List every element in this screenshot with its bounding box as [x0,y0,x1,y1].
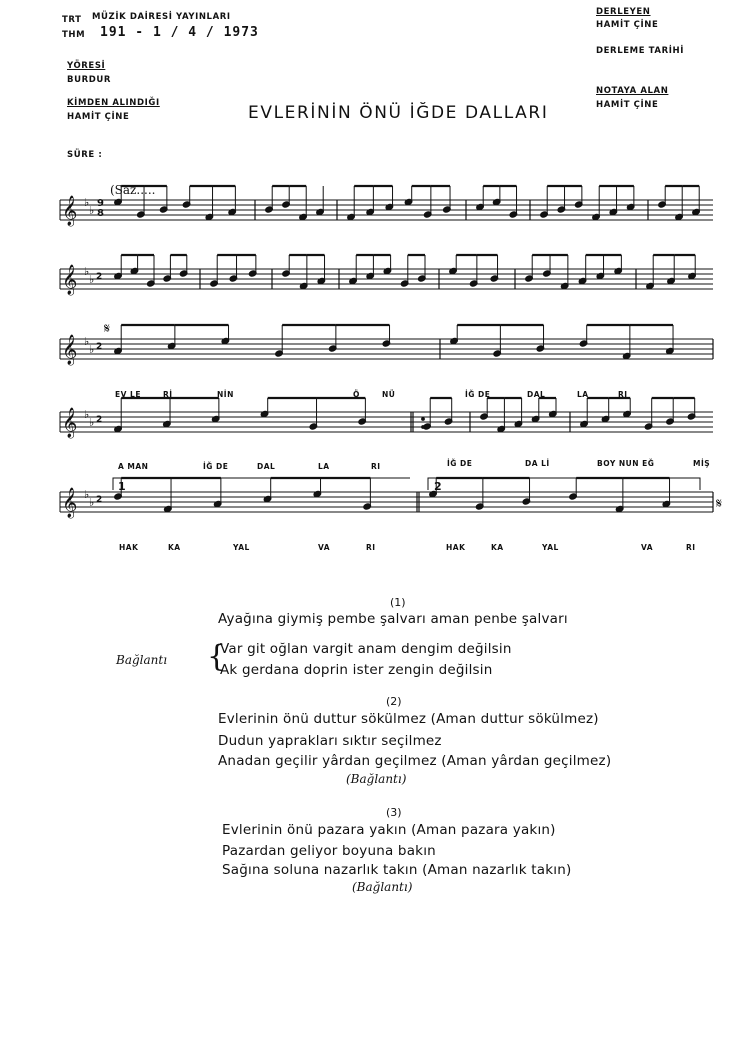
flat-icon: ♭ [84,408,90,421]
time-signature-numeral: 2 [96,272,103,282]
volta-2-bracket [428,478,700,490]
score-syllable: RI [366,543,376,552]
time-signature-top: 9 [97,198,104,209]
verse-line: Dudun yaprakları sıktır seçilmez [218,733,442,749]
score-syllable: NİN [217,390,234,399]
score-syllable: DA Lİ [525,459,550,468]
score-syllable: BOY NUN EĞ [597,459,655,468]
time-signature-numeral: 2 [96,495,103,505]
time-signature-bottom: 8 [97,208,104,219]
score-syllable: LA [318,462,330,471]
verse-line: Ayağına giymiş pembe şalvarı aman penbe şalvarı [218,611,568,627]
segno-icon: 𝄋 [716,496,723,512]
refrain-line: Var git oğlan vargit anam dengim değilsin [220,641,512,657]
collector-label: DERLEYEN [596,7,651,17]
transcriber-value: HAMİT ÇİNE [596,100,659,110]
treble-clef-icon: 𝄞 [62,265,78,295]
score-syllable: A MAN [118,462,149,471]
segno-icon: 𝄋 [104,321,111,337]
repeat-dot [422,418,425,421]
verse-line: Pazardan geliyor boyuna bakın [222,843,436,859]
time-signature [97,199,104,219]
score-syllable: LA [577,390,589,399]
flat-icon: ♭ [89,416,95,429]
refrain-brace: { [207,639,227,674]
score-syllable: HAK [119,543,139,552]
score-syllable: VA [318,543,331,552]
region-label: YÖRESİ [67,61,106,71]
score-syllable: KA [491,543,504,552]
collector-value: HAMİT ÇİNE [596,20,659,30]
refrain-mark: (Bağlantı) [352,880,413,894]
staff-system [60,334,713,366]
refrain-label: Bağlantı [116,653,168,667]
source-label: KİMDEN ALINDIĞI [67,98,160,108]
treble-clef-icon: 𝄞 [62,488,78,518]
score-syllable: RI [618,390,628,399]
flat-icon: ♭ [89,496,95,509]
score-syllable: YAL [233,543,250,552]
saz-marking: (Saz..... [110,183,156,197]
verse-line: Anadan geçilir yârdan geçilmez (Aman yârdan geçilmez) [218,753,612,769]
refrain-mark: (Bağlantı) [346,772,407,786]
score-syllable: VA [641,543,654,552]
score-syllable: HAK [446,543,466,552]
staff-system [60,407,713,439]
flat-icon: ♭ [89,204,95,217]
flat-icon: ♭ [84,265,90,278]
treble-clef-icon: 𝄞 [62,408,78,438]
score-syllable: DAL [257,462,276,471]
time-signature-numeral: 2 [96,415,103,425]
score-syllable: RI [686,543,696,552]
thm-label: THM [62,30,86,40]
treble-clef-icon: 𝄞 [62,335,78,365]
refrain-line: Ak gerdana doprin ister zengin değilsin [220,662,493,678]
flat-icon: ♭ [84,335,90,348]
verse-number: (2) [386,695,402,708]
duration-label: SÜRE : [67,150,103,160]
verse-number: (3) [386,806,402,819]
trt-label: TRT [62,15,82,25]
staff-system [60,487,713,519]
score-syllable: RI [371,462,381,471]
volta-1-bracket [113,478,410,490]
flat-icon: ♭ [84,488,90,501]
score-syllable: KA [168,543,181,552]
thm-number: 191 - 1 / 4 / 1973 [100,25,259,40]
flat-icon: ♭ [89,273,95,286]
source-value: HAMİT ÇİNE [67,112,130,122]
verse-line: Evlerinin önü pazara yakın (Aman pazara yakın) [222,822,556,838]
publisher-label: MÜZİK DAİRESİ YAYINLARI [92,12,231,22]
score-syllable: Rİ [163,390,173,399]
flat-icon: ♭ [89,343,95,356]
score-syllable: DAL [527,390,546,399]
score-syllable: YAL [542,543,559,552]
volta-1-label: 1 [118,480,126,493]
time-signature-numeral: 2 [96,342,103,352]
region-value: BURDUR [67,75,112,85]
score-syllable: İĞ DE [203,462,229,471]
treble-clef-icon: 𝄞 [62,196,78,226]
transcriber-label: NOTAYA ALAN [596,86,669,96]
flat-icon: ♭ [84,196,90,209]
verse-line: Evlerinin önü duttur sökülmez (Aman duttur sökülmez) [218,711,599,727]
score-syllable: İĞ DE [465,390,491,399]
verse-line: Sağına soluna nazarlık takın (Aman nazarlık takın) [222,862,572,878]
collection-date-label: DERLEME TARİHİ [596,46,684,56]
score-syllable: EV LE [115,390,141,399]
score-syllable: Ö [353,390,360,399]
volta-2-label: 2 [434,480,442,493]
score-syllable: NÜ [382,390,396,399]
score-syllable: MİŞ [693,459,711,468]
score-syllable: İĞ DE [447,459,473,468]
verse-number: (1) [390,596,406,609]
song-title: EVLERİNİN ÖNÜ İĞDE DALLARI [248,103,549,123]
